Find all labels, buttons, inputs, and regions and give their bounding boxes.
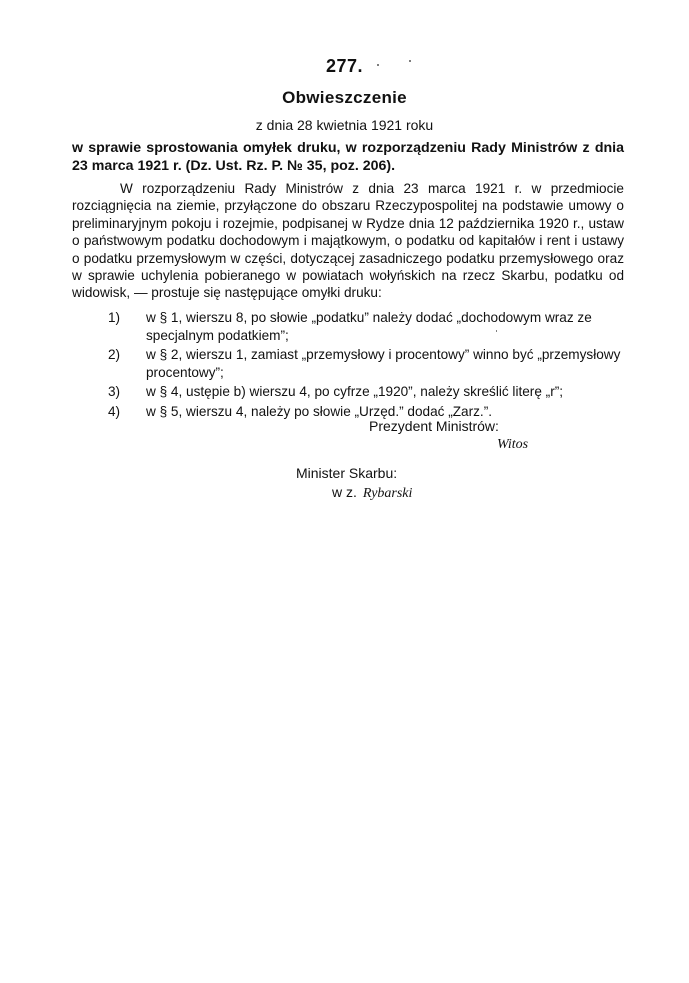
print-speck: [496, 330, 497, 332]
signature-treasury-minister: [332, 484, 412, 502]
signature-prefix: w z.: [332, 484, 357, 500]
list-item: [108, 309, 628, 344]
document-number: 277.: [325, 56, 364, 76]
signature-title-treasury-minister: Minister Skarbu:: [296, 465, 398, 481]
document-title: Obwieszczenie: [282, 88, 407, 107]
print-speck: [409, 60, 411, 62]
list-item: [108, 346, 628, 381]
item-text: w § 1, wierszu 8, po słowie „podatku” należy dodać „dochodowym wraz ze specjalnym podatkiem”;: [146, 310, 592, 343]
item-number: 2): [108, 347, 121, 363]
item-number: 1): [108, 310, 121, 325]
item-text: w § 5, wierszu 4, należy po słowie „Urzęd.” dodać „Zarz.”.: [146, 403, 493, 419]
signature-name-treasury-minister: Rybarski: [362, 486, 413, 501]
document-body: [72, 180, 624, 302]
item-text: w § 4, ustępie b) wierszu 4, po cyfrze „1920”, należy skreślić literę „r”;: [146, 384, 564, 400]
document-subject: w sprawie sprostowania omyłek druku, w rozporządzeniu Rady Ministrów z dnia 23 marca 1921 r. (Dz. Ust. Rz. P. № 35, poz. 206).: [72, 140, 624, 174]
print-speck: [377, 64, 379, 66]
corrections-list: [108, 309, 628, 423]
signature-title-prime-minister: Prezydent Ministrów:: [369, 418, 499, 434]
item-text: w § 2, wierszu 1, zamiast „przemysłowy i procentowy” winno być „przemysłowy procentowy”;: [146, 347, 621, 380]
document-date: z dnia 28 kwietnia 1921 roku: [255, 117, 434, 133]
list-item: [108, 403, 628, 421]
signature-name-prime-minister: Witos: [497, 437, 529, 452]
item-number: 3): [108, 384, 121, 400]
list-item: [108, 383, 628, 401]
body-text: W rozporządzeniu Rady Ministrów z dnia 23 marca 1921 r. w przedmiocie rozciągnięcia na ziemie, przyłączone do obszaru Rzeczypospolitej na podstawie umowy o preliminaryjnym pokoju i rozejmie, podpisanej w Rydze dnia 12 października 1920 r., ustaw o państwowym podatku dochodowym i majątkowym, o podatku od kapitałów i rent i ustawy o podatku przemysłowym w części, dotyczącej zasadniczego podatku przemysłowego oraz w sprawie uchylenia pobieranego w powiatach wołyńskich na rzecz Skarbu, podatku od widowisk, — prostuje się następujące omyłki druku:: [72, 181, 624, 301]
item-number: 4): [108, 403, 121, 419]
